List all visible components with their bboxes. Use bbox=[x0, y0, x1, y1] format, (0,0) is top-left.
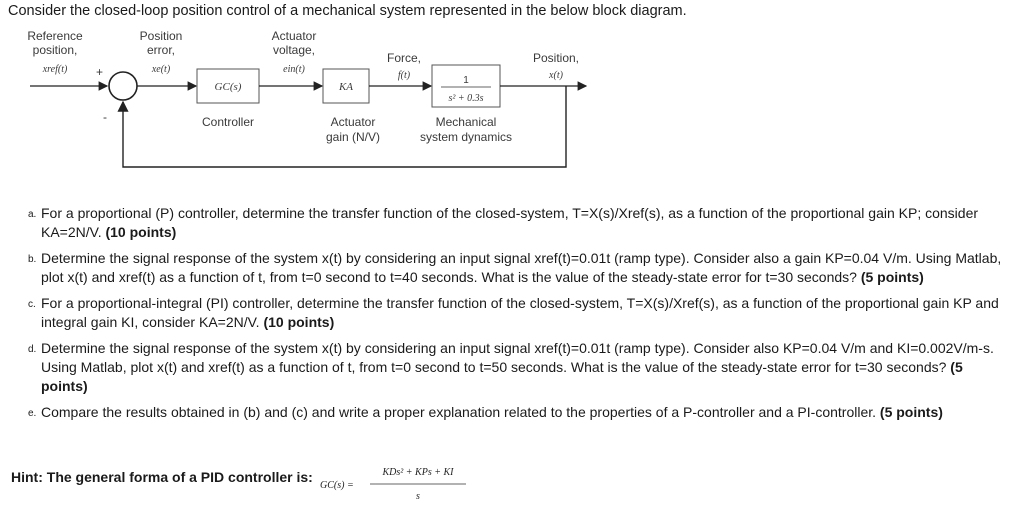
voltage-signal: ein(t) bbox=[283, 64, 305, 75]
summing-minus-sign: - bbox=[103, 110, 107, 124]
problem-intro: Consider the closed-loop position control of a mechanical system represented in the below block diagram. bbox=[8, 3, 687, 19]
question-b bbox=[28, 249, 1013, 287]
plant-caption-line2: system dynamics bbox=[419, 130, 513, 144]
actuator-block-label: KA bbox=[338, 81, 354, 93]
block-diagram bbox=[0, 24, 640, 194]
hint-text: Hint: The general forma of a PID controller is: bbox=[11, 469, 313, 485]
question-text: Compare the results obtained in (b) and (c) and write a proper explanation related to the properties of a P-controller and a PI-controller. bbox=[41, 404, 877, 420]
question-c bbox=[28, 294, 1013, 332]
reference-label-line1: Reference bbox=[27, 29, 83, 43]
question-list bbox=[28, 204, 1013, 429]
plant-caption-line1: Mechanical bbox=[435, 115, 497, 129]
error-signal: xe(t) bbox=[151, 64, 171, 75]
controller-block-label: GC(s) bbox=[214, 81, 242, 93]
controller-caption: Controller bbox=[201, 115, 255, 129]
error-label-line1: Position bbox=[139, 29, 183, 43]
pid-formula-denominator: s bbox=[416, 491, 420, 502]
force-label: Force, bbox=[386, 51, 422, 65]
question-points: (10 points) bbox=[105, 224, 177, 240]
question-d bbox=[28, 339, 1013, 396]
pid-formula-numerator: KDs² + KPs + KI bbox=[382, 467, 454, 478]
question-text: For a proportional-integral (PI) controller, determine the transfer function of the closed-system, T=X(s)/Xref(s), as a function of the proportional gain KP and integral gain KI, consider KA=2N/V. bbox=[41, 295, 999, 330]
question-letter: c. bbox=[28, 299, 36, 310]
question-points: (5 points) bbox=[41, 359, 963, 394]
reference-signal: xref(t) bbox=[42, 64, 68, 75]
question-text: Determine the signal response of the system x(t) by considering an input signal xref(t)=0.01t (ramp type). Consider also KP=0.04 V/m and KI=0.002V/m-s. Using Matlab, plot x(t) and xref(t) as a function of t, from t=0 second to t=50 seconds. What is the value of the steady-state error for t=30 seconds? bbox=[41, 340, 994, 375]
question-letter: d. bbox=[28, 344, 37, 355]
voltage-label-line1: Actuator bbox=[271, 29, 317, 43]
question-text: For a proportional (P) controller, determine the transfer function of the closed-system, T=X(s)/Xref(s), as a function of the proportional gain KP; consider KA=2N/V. bbox=[41, 205, 979, 240]
question-a bbox=[28, 204, 1013, 242]
reference-label-line2: position, bbox=[32, 43, 78, 57]
output-signal: x(t) bbox=[549, 70, 563, 81]
question-points: (5 points) bbox=[879, 404, 943, 420]
force-signal: f(t) bbox=[397, 70, 411, 81]
question-letter: b. bbox=[28, 254, 37, 265]
pid-formula bbox=[318, 462, 478, 504]
plant-numerator: 1 bbox=[463, 75, 469, 86]
question-points: (10 points) bbox=[263, 314, 335, 330]
question-e bbox=[28, 403, 1013, 422]
summing-plus-sign: + bbox=[96, 65, 104, 79]
error-label-line2: error, bbox=[146, 43, 176, 57]
actuator-caption-line1: Actuator bbox=[330, 115, 376, 129]
actuator-caption-line2: gain (N/V) bbox=[325, 130, 381, 144]
question-text: Determine the signal response of the system x(t) by considering an input signal xref(t)=0.01t (ramp type). Consider also a gain KP=0.04 V/m. Using Matlab, plot x(t) and xref(t) as a function of t, from t=0 second to t=40 seconds. What is the value of the steady-state error for t=30 seconds? bbox=[41, 250, 1002, 285]
question-points: (5 points) bbox=[860, 269, 924, 285]
plant-denominator: s² + 0.3s bbox=[448, 93, 484, 104]
output-label: Position, bbox=[532, 51, 580, 65]
question-letter: a. bbox=[28, 209, 37, 220]
question-letter: e. bbox=[28, 408, 37, 419]
summing-junction bbox=[109, 72, 137, 100]
pid-formula-lhs: GC(s) = bbox=[320, 480, 354, 491]
voltage-label-line2: voltage, bbox=[272, 43, 316, 57]
